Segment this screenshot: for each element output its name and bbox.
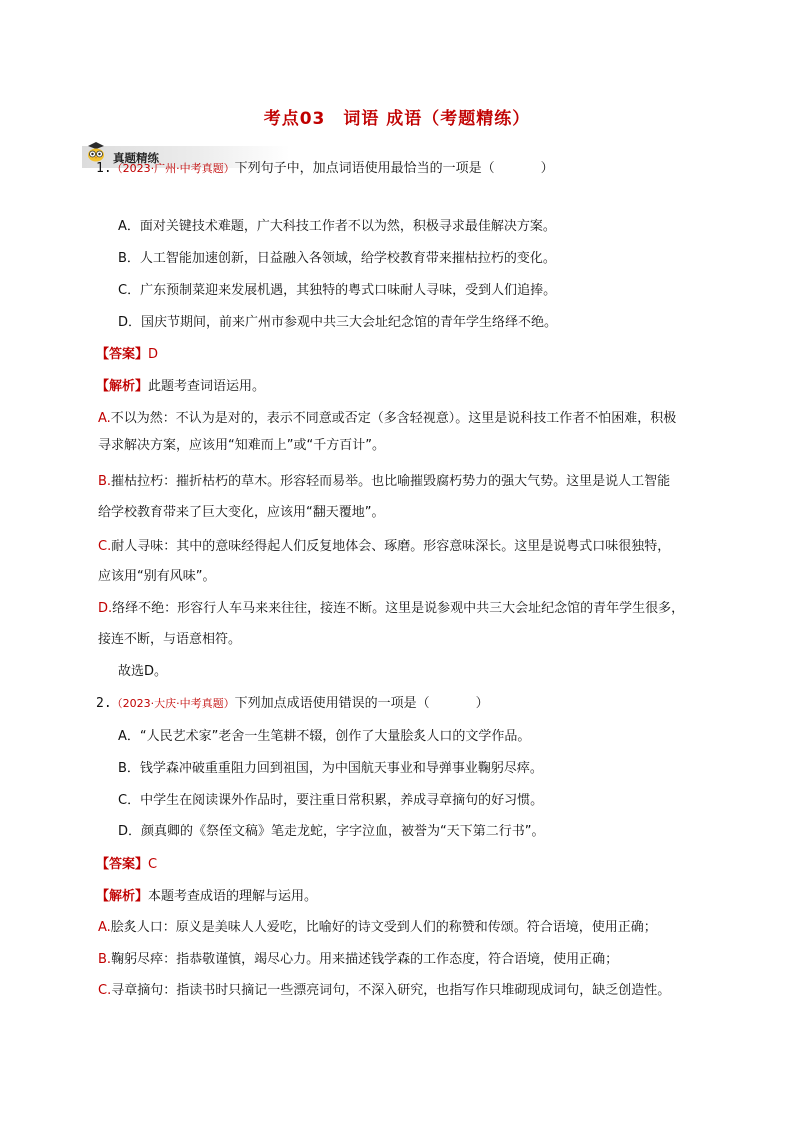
explanation-text: 脍炙人口：原义是美味人人爱吃，比喻好的诗文受到人们的称赞和传颂。符合语境，使用正确； [110,920,657,935]
explanation-text: 摧枯拉朽：摧折枯朽的草木。形容轻而易举。也比喻摧毁腐朽势力的强大气势。这里是说人工智能 [111,474,671,489]
question-text: 下列加点成语使用错误的一项是（ [234,696,430,711]
q2-explanation-c [98,982,670,1000]
q2-explanation-a [98,919,657,937]
q1-explanation-a [98,410,676,428]
title-topic-number: 考点03 [263,109,326,129]
question-source: （2023·广州·中考真题） [111,162,235,175]
question-number: 2. [96,696,112,711]
q1-explanation-c-cont: 应该用“别有风味”。 [98,569,216,584]
q1-answer [96,346,158,364]
q1-option-b: B．人工智能加速创新，日益融入各领域，给学校教育带来摧枯拉朽的变化。 [118,251,556,266]
explanation-key: C. [98,539,112,554]
question-close: ） [475,696,489,711]
q1-option-a: A．面对关键技术难题，广大科技工作者不以为然，积极寻求最佳解决方案。 [118,219,556,234]
page-title [0,104,794,129]
answer-value: D [148,347,159,362]
q1-explanation-c [98,538,670,556]
explanation-text: 鞠躬尽瘁：指恭敬谨慎，竭尽心力。用来描述钱学森的工作态度，符合语境，使用正确； [111,952,619,967]
q2-analysis [96,888,317,906]
explanation-key: D. [98,601,113,616]
q1-option-c: C．广东预制菜迎来发展机遇，其独特的粤式口味耐人寻味，受到人们追捧。 [118,283,557,298]
q2-option-d: D．颜真卿的《祭侄文稿》笔走龙蛇，字字泣血，被誉为“天下第二行书”。 [118,824,545,839]
q1-explanation-a-cont: 寻求解决方案，应该用“知难而上”或“千方百计”。 [98,438,385,453]
q1-conclusion: 故选D。 [118,664,168,679]
explanation-text: 耐人寻味：其中的意味经得起人们反复地体会、琢磨。形容意味深长。这里是说粤式口味很独特， [111,539,671,554]
question-2-stem [96,695,489,713]
q2-answer [96,856,157,874]
q1-explanation-b-cont: 给学校教育带来了巨大变化，应该用“翻天覆地”。 [98,505,385,520]
explanation-text: 不以为然：不认为是对的，表示不同意或否定（多含轻视意）。这里是说科技工作者不怕困难，积极 [110,411,677,426]
q1-analysis [96,378,265,396]
analysis-intro: 本题考查成语的理解与运用。 [148,889,318,904]
question-text: 下列句子中，加点词语使用最恰当的一项是（ [234,161,495,176]
explanation-text: 寻章摘句：指读书时只摘记一些漂亮词句，不深入研究，也指写作只堆砌现成词句，缺乏创造性。 [111,983,671,998]
q2-option-b: B．钱学森冲破重重阻力回到祖国，为中国航天事业和导弹事业鞠躬尽瘁。 [118,761,543,776]
answer-value: C [148,857,158,872]
analysis-intro: 此题考查词语运用。 [148,379,266,394]
q2-option-c: C．中学生在阅读课外作品时，要注重日常积累，养成寻章摘句的好习惯。 [118,793,544,808]
q2-option-a: A．“人民艺术家”老舍一生笔耕不辍，创作了大量脍炙人口的文学作品。 [118,729,531,744]
question-1-stem [96,160,554,178]
explanation-key: B. [98,952,112,967]
q1-explanation-d [98,600,684,618]
explanation-key: B. [98,474,112,489]
q1-option-d: D．国庆节期间，前来广州市参观中共三大会址纪念馆的青年学生络绎不绝。 [118,315,558,330]
question-number: 1. [96,161,112,176]
q1-explanation-d-cont: 接连不断，与语意相符。 [98,632,242,647]
explanation-key: A. [98,411,111,426]
title-topic-name: 词语 成语（考题精练） [343,109,531,129]
q1-explanation-b [98,473,670,491]
q2-explanation-b [98,951,618,969]
explanation-key: C. [98,983,112,998]
question-close: ） [540,161,554,176]
answer-tag: 【答案】 [96,857,149,872]
explanation-text: 络绎不绝：形容行人车马来来往往，接连不断。这里是说参观中共三大会址纪念馆的青年学生很多， [112,601,685,616]
explanation-key: A. [98,920,111,935]
analysis-tag: 【解析】 [96,379,149,394]
answer-tag: 【答案】 [96,347,149,362]
question-source: （2023·大庆·中考真题） [111,697,235,710]
analysis-tag: 【解析】 [96,889,149,904]
section-label: 真题精练 [113,151,159,165]
